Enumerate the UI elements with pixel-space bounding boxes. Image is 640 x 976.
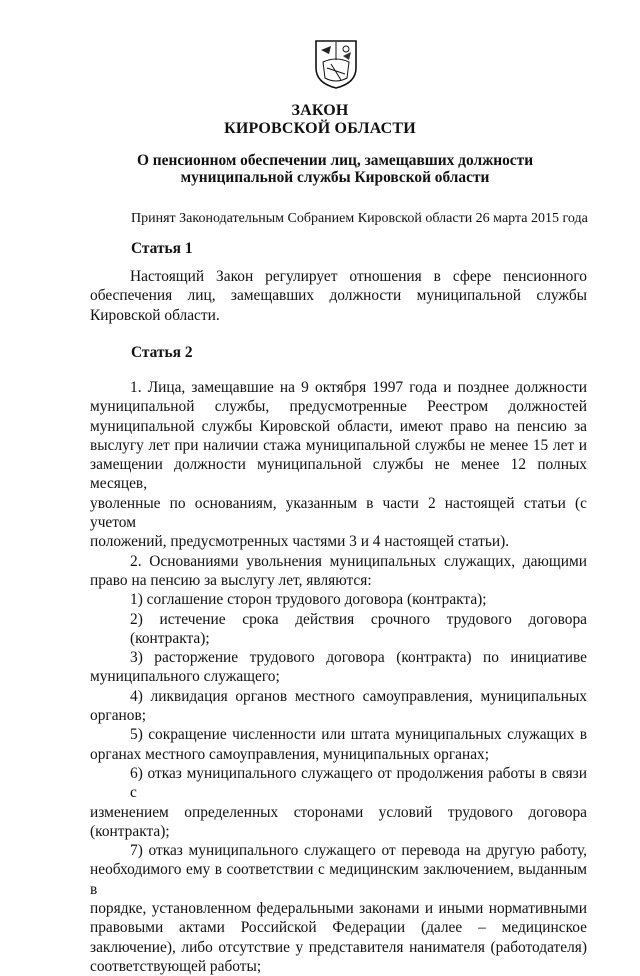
list-item: 2) истечение срока действия срочного трудового договора (контракта); [130,610,587,647]
text-line: органах местного самоуправления, муниципальных органах; [90,745,490,763]
text-line: изменением определенных сторонами условий трудового договора [90,803,587,821]
text-line: соответствующей работы; [90,957,262,975]
law-heading: ЗАКОН [291,102,349,119]
article-2-text [90,378,587,976]
text-line: порядке, установленном федеральными законами и иными нормативными [90,900,587,918]
subject-line: муниципальной службы Кировской области [180,169,490,186]
list-item: 6) отказ муниципального служащего от продолжения работы в связи с [130,764,587,802]
kirov-coat-of-arms-icon [313,38,359,90]
adoption-note: Принят Законодательным Собранием Кировской области 26 марта 2015 года [131,211,588,226]
law-subject [120,152,550,186]
text-line: заключение), либо отсутствие у представителя нанимателя (работодателя) [90,938,587,956]
text-line: выслугу лет при наличии стажа муниципальной службы не менее 15 лет и [90,436,587,454]
article-1-title: Статья 1 [131,240,193,257]
text-line: Кировской области. [90,306,220,324]
text-line: 2. Основаниями увольнения муниципальных служащих, дающими [130,552,587,570]
text-line: органов; [90,707,147,725]
list-item: 3) расторжение трудового договора (контракта) по инициативе [130,649,587,667]
list-item: 7) отказ муниципального служащего от перевода на другую работу, [130,842,587,860]
text-line: Настоящий Закон регулирует отношения в сфере пенсионного [130,268,587,285]
text-line: обеспечения лиц, замещавших должности муниципальной службы [90,287,587,305]
text-line: 1. Лица, замещавшие на 9 октября 1997 года и позднее должности [130,379,587,396]
text-line: правовыми актами Российской Федерации (далее – медицинское [90,919,587,937]
text-line: необходимого ему в соответствии с медицинским заключением, выданным в [90,861,587,898]
text-line: уволенные по основаниям, указанным в части 2 настоящей статьи (с учетом [90,494,587,532]
text-line: положений, предусмотренных частями 3 и 4 настоящей статьи). [90,533,510,551]
text-line: муниципальной службы Кировской области, имеют право на пенсию за [90,417,587,435]
article-2-title: Статья 2 [131,344,193,361]
list-item: 4) ликвидация органов местного самоуправления, муниципальных [130,687,587,705]
article-1-text [90,267,587,325]
text-line: муниципальной службы, предусмотренные Реестром должностей [90,398,587,416]
list-item: 1) соглашение сторон трудового договора (контракта); [130,591,487,609]
text-line: право на пенсию за выслугу лет, являются: [90,571,372,589]
list-item: 5) сокращение численности или штата муниципальных служащих в [130,726,587,744]
text-line: муниципального служащего; [90,668,280,686]
region-heading: КИРОВСКОЙ ОБЛАСТИ [224,120,416,137]
subject-line: О пенсионном обеспечении лиц, замещавших должности [136,152,534,169]
text-line: (контракта); [90,822,170,840]
text-line: замещении должности муниципальной службы не менее 12 полных месяцев, [90,456,587,493]
